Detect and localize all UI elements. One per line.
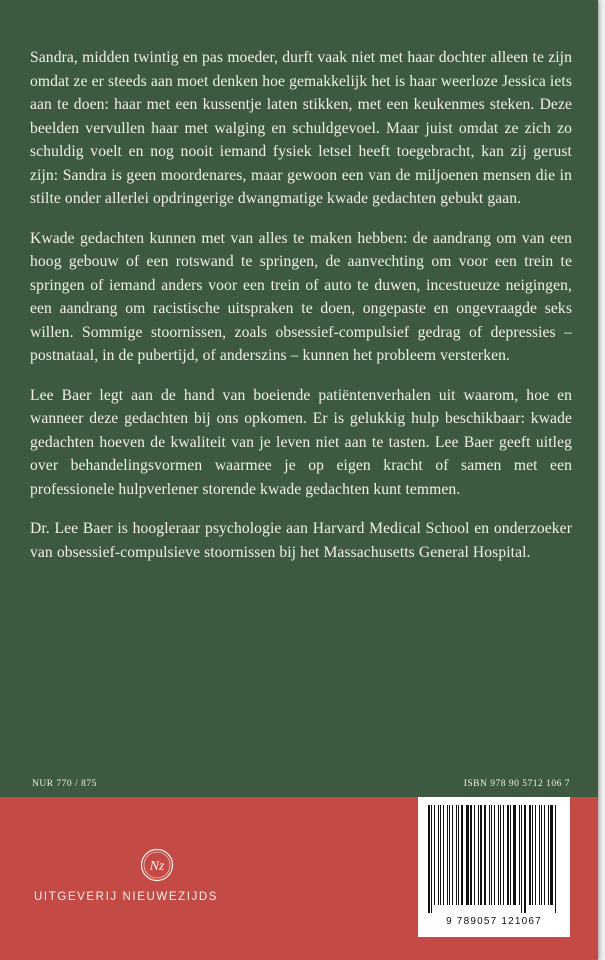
- barcode-icon: [426, 805, 562, 913]
- barcode-digits: 9 789057 121067: [446, 916, 542, 927]
- nur-code: NUR 770 / 875: [32, 779, 97, 789]
- barcode: [418, 797, 570, 937]
- blurb: [30, 46, 572, 580]
- blurb-paragraph-2: Kwade gedachten kunnen met van alles te maken hebben: de aandrang om van een hoog gebouw of een rotswand te springen, de aanvechting om voor een trein te springen of iemand anders voor een trein of auto te duwen, incestueuze neigingen, een aandrang om racistische uitspraken te doen, ongepaste en ongevraagde seks willen. Sommige stoornissen, zoals obsessief-compulsief gedrag of depressies – postnataal, in de pubertijd, of anderszins – kunnen het probleem versterken.: [30, 229, 572, 364]
- publisher-logo-icon: [140, 848, 174, 882]
- blurb-paragraph-3: Lee Baer legt aan de hand van boeiende patiëntenverhalen uit waarom, hoe en wanneer deze gedachten bij ons opkomen. Er is gelukkig hulp beschikbaar: kwade gedachten hoeven de kwaliteit van je leven niet aan te tasten. Lee Baer geeft uitleg over behandelingsvormen waarmee je op eigen kracht of samen met een professionele hulpverlener storende kwade gedachten kunt temmen.: [30, 386, 572, 498]
- publisher-logo-text: Nz: [149, 859, 165, 874]
- publisher-name: UITGEVERIJ NIEUWEZIJDS: [34, 891, 219, 903]
- blurb-paragraph-1: Sandra, midden twintig en pas moeder, durft vaak niet met haar dochter alleen te zijn omdat ze er steeds aan moet denken hoe gemakkelijk het is haar weerloze Jessica iets aan te doen: haar met een kussentje laten stikken, met een keukenmes steken. Deze beelden vervullen haar met walging en schuldgevoel. Maar juist omdat ze zich zo schuldig voelt en nog nooit iemand fysiek letsel heeft toegebracht, kan zij gerust zijn: Sandra is geen moordenares, maar gewoon een van de miljoenen mensen die in stilte onder allerlei opdringerige dwangmatige kwade gedachten gebukt gaan.: [30, 49, 572, 207]
- blurb-paragraph-4: Dr. Lee Baer is hoogleraar psychologie aan Harvard Medical School en onderzoeker van obsessief-compulsieve stoornissen bij het Massachusetts General Hospital.: [30, 520, 572, 561]
- isbn-number: ISBN 978 90 5712 106 7: [463, 779, 570, 789]
